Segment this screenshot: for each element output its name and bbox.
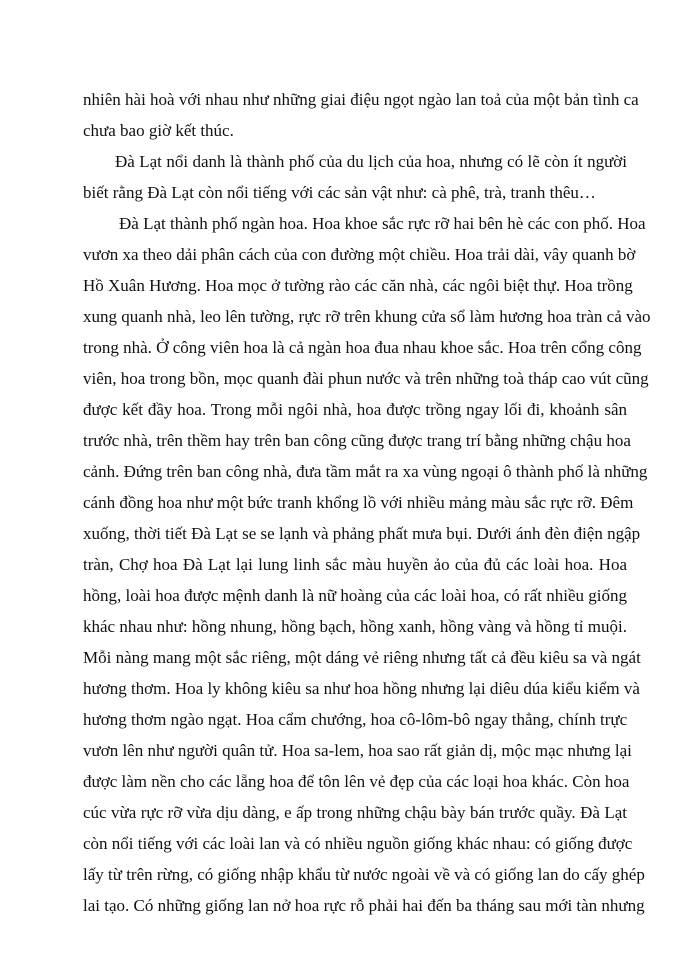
paragraph-products [83, 146, 627, 208]
text-line: Mỗi nàng mang một sắc riêng, một dáng vẻ riêng nhưng tất cả đều kiêu sa và ngát [83, 648, 641, 667]
text-line: cúc vừa rực rỡ vừa dịu dàng, e ấp trong những chậu bày bán trước quầy. Đà Lạt [83, 803, 627, 822]
text-line: cánh đồng hoa như một bức tranh khổng lồ với nhiều mảng màu sắc rực rỡ. Đêm [83, 493, 634, 512]
text-line: viên, hoa trong bồn, mọc quanh đài phun nước và trên những toà tháp cao vút cũng [83, 369, 649, 388]
text-line: lai tạo. Có những giống lan nở hoa rực rỗ phải hai đến ba tháng sau mới tàn nhưng [83, 896, 645, 915]
text-line: còn nổi tiếng với các loài lan và có nhiều nguồn giống khác nhau: có giống được [83, 834, 633, 853]
text-line: lấy từ trên rừng, có giống nhập khẩu từ nước ngoài về và có giống lan do cấy ghép [83, 865, 645, 884]
text-line: xuống, thời tiết Đà Lạt se se lạnh và phảng phất mưa bụi. Dưới ánh đèn điện ngập [83, 524, 641, 543]
text-line: hương thơm ngào ngạt. Hoa cẩm chướng, hoa cô-lôm-bô ngay thẳng, chính trực [83, 710, 628, 729]
text-line: vươn xa theo dải phân cách của con đường một chiều. Hoa trải dài, vây quanh bờ [83, 245, 636, 264]
paragraph-continued [83, 84, 639, 146]
text-line: Hồ Xuân Hương. Hoa mọc ở tường rào các căn nhà, các ngôi biệt thự. Hoa trồng [83, 276, 633, 295]
text-line: nhiên hài hoà với nhau như những giai điệu ngọt ngào lan toả của một bản tình ca [83, 90, 639, 109]
text-line: tràn, Chợ hoa Đà Lạt lại lung linh sắc màu huyền ảo của đủ các loài hoa. Hoa [83, 555, 627, 574]
text-line: hương thơm. Hoa ly không kiêu sa như hoa hồng nhưng lại diêu dúa kiểu kiểm và [83, 679, 640, 698]
text-line: trước nhà, trên thềm hay trên ban công cũng được trang trí bằng những chậu hoa [83, 431, 631, 450]
text-line: được làm nền cho các lẵng hoa để tôn lên vẻ đẹp của các loại hoa khác. Còn hoa [83, 772, 630, 791]
text-line: Đà Lạt thành phố ngàn hoa. Hoa khoe sắc rực rỡ hai bên hè các con phố. Hoa [119, 214, 646, 233]
text-line: cảnh. Đứng trên ban công nhà, đưa tầm mắt ra xa vùng ngoại ô thành phố là những [83, 462, 648, 481]
text-line: Đà Lạt nổi danh là thành phố của du lịch của hoa, nhưng có lẽ còn ít người [115, 152, 627, 171]
text-line: xung quanh nhà, leo lên tường, rực rỡ trên khung cửa sổ làm hương hoa tràn cả vào [83, 307, 651, 326]
text-line: được kết đầy hoa. Trong mỗi ngôi nhà, hoa được trồng ngay lối đi, khoảnh sân [83, 400, 627, 419]
text-line: vươn lên như người quân tử. Hoa sa-lem, hoa sao rất giản dị, mộc mạc nhưng lại [83, 741, 632, 760]
paragraph-flowers [83, 208, 651, 921]
text-line: hồng, loài hoa được mệnh danh là nữ hoàng của các loài hoa, có rất nhiều giống [83, 586, 627, 605]
text-line: khác nhau như: hồng nhung, hồng bạch, hồng xanh, hồng vàng và hồng tỉ muội. [83, 617, 627, 636]
text-line: biết rằng Đà Lạt còn nổi tiếng với các sản vật như: cà phê, trà, tranh thêu… [83, 183, 596, 202]
text-line: trong nhà. Ở công viên hoa là cả ngàn hoa đua nhau khoe sắc. Hoa trên cổng công [83, 338, 642, 357]
text-line: chưa bao giờ kết thúc. [83, 121, 234, 140]
